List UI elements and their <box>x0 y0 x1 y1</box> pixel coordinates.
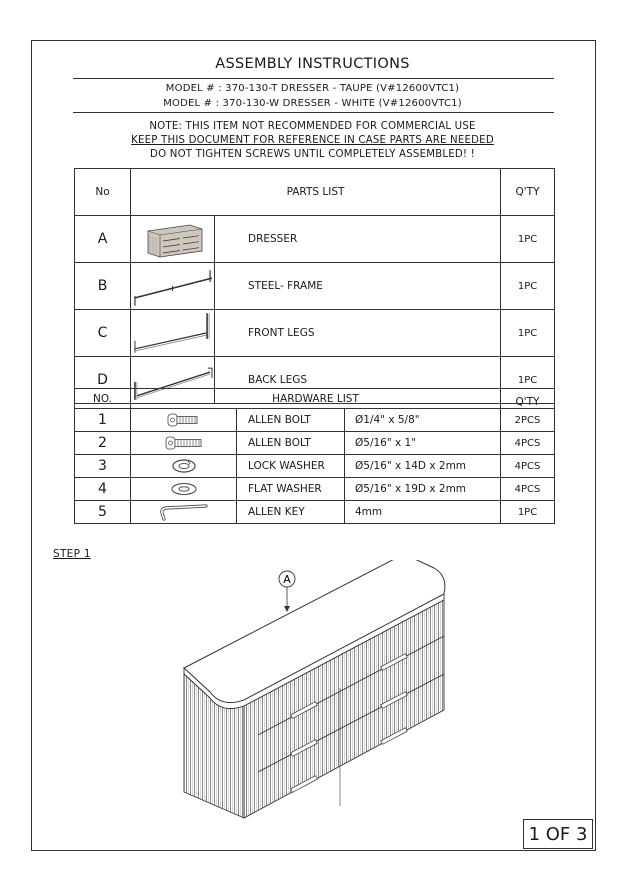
page-indicator: 1 OF 3 <box>523 819 593 849</box>
hardware-spec: Ø1/4" x 5/8" <box>345 409 501 432</box>
part-a-callout: A <box>283 573 291 586</box>
hardware-name: ALLEN BOLT <box>237 409 345 432</box>
hardware-qty: 4PCS <box>501 432 555 455</box>
part-letter: C <box>75 310 131 357</box>
allen-key-icon <box>158 503 210 521</box>
hardware-qty: 4PCS <box>501 478 555 501</box>
front-legs-icon <box>131 311 214 355</box>
part-qty: 1PC <box>501 357 555 404</box>
model-line-white: MODEL # : 370-130-W DRESSER - WHITE (V#12600VTC1) <box>163 98 462 109</box>
part-letter: D <box>75 357 131 404</box>
part-qty: 1PC <box>501 263 555 310</box>
hardware-name: FLAT WASHER <box>237 478 345 501</box>
hardware-qty-header: Q'TY <box>501 389 555 409</box>
parts-qty-header: Q'TY <box>501 169 555 216</box>
keep-document-note: KEEP THIS DOCUMENT FOR REFERENCE IN CASE PARTS ARE NEEDED <box>131 135 494 146</box>
hardware-image-cell <box>131 432 237 455</box>
parts-row <box>75 310 555 357</box>
parts-row <box>75 216 555 263</box>
model-divider <box>73 112 554 113</box>
hardware-name: ALLEN BOLT <box>237 432 345 455</box>
hardware-row <box>75 501 555 524</box>
hardware-name: ALLEN KEY <box>237 501 345 524</box>
step-label: STEP 1 <box>53 548 91 560</box>
parts-list-title: PARTS LIST <box>131 169 501 216</box>
model-line-taupe: MODEL # : 370-130-T DRESSER - TAUPE (V#12600VTC1) <box>165 83 460 94</box>
hardware-spec: 4mm <box>345 501 501 524</box>
part-qty: 1PC <box>501 310 555 357</box>
steel-frame-icon <box>131 264 214 308</box>
hardware-image-cell <box>131 478 237 501</box>
hardware-image-cell <box>131 409 237 432</box>
dresser-icon <box>140 217 206 261</box>
hardware-image-cell <box>131 501 237 524</box>
part-name: BACK LEGS <box>215 357 501 404</box>
part-image-cell <box>131 310 215 357</box>
hardware-row <box>75 409 555 432</box>
part-name: STEEL- FRAME <box>215 263 501 310</box>
part-image-cell <box>131 263 215 310</box>
hardware-number: 5 <box>75 501 131 524</box>
tighten-screws-note: DO NOT TIGHTEN SCREWS UNTIL COMPLETELY ASSEMBLED! ! <box>150 149 475 160</box>
commercial-use-note: NOTE: THIS ITEM NOT RECOMMENDED FOR COMMERCIAL USE <box>149 121 476 132</box>
parts-list-header <box>75 169 555 216</box>
part-letter: B <box>75 263 131 310</box>
hardware-no-header: NO. <box>75 389 131 409</box>
hardware-spec: Ø5/16" x 19D x 2mm <box>345 478 501 501</box>
part-letter: A <box>75 216 131 263</box>
parts-list-table <box>74 168 555 404</box>
hardware-row <box>75 432 555 455</box>
hardware-number: 1 <box>75 409 131 432</box>
title-divider <box>73 78 554 79</box>
hardware-list-title: HARDWARE LIST <box>131 389 501 409</box>
lock-washer-icon <box>169 458 199 474</box>
part-name: DRESSER <box>215 216 501 263</box>
hardware-qty: 1PC <box>501 501 555 524</box>
allen-bolt-icon <box>162 435 206 451</box>
hardware-row <box>75 478 555 501</box>
flat-washer-icon <box>169 481 199 497</box>
document-title: ASSEMBLY INSTRUCTIONS <box>215 56 410 72</box>
hardware-number: 4 <box>75 478 131 501</box>
parts-row <box>75 263 555 310</box>
hardware-spec: Ø5/16" x 1" <box>345 432 501 455</box>
allen-bolt-icon <box>164 412 204 428</box>
parts-no-header: No <box>75 169 131 216</box>
hardware-list-header <box>75 389 555 409</box>
hardware-image-cell <box>131 455 237 478</box>
hardware-spec: Ø5/16" x 14D x 2mm <box>345 455 501 478</box>
hardware-number: 2 <box>75 432 131 455</box>
part-qty: 1PC <box>501 216 555 263</box>
hardware-qty: 2PCS <box>501 409 555 432</box>
hardware-name: LOCK WASHER <box>237 455 345 478</box>
hardware-row <box>75 455 555 478</box>
hardware-qty: 4PCS <box>501 455 555 478</box>
dresser-illustration <box>170 560 470 820</box>
hardware-list-table <box>74 388 555 524</box>
part-image-cell <box>131 216 215 263</box>
hardware-number: 3 <box>75 455 131 478</box>
part-name: FRONT LEGS <box>215 310 501 357</box>
